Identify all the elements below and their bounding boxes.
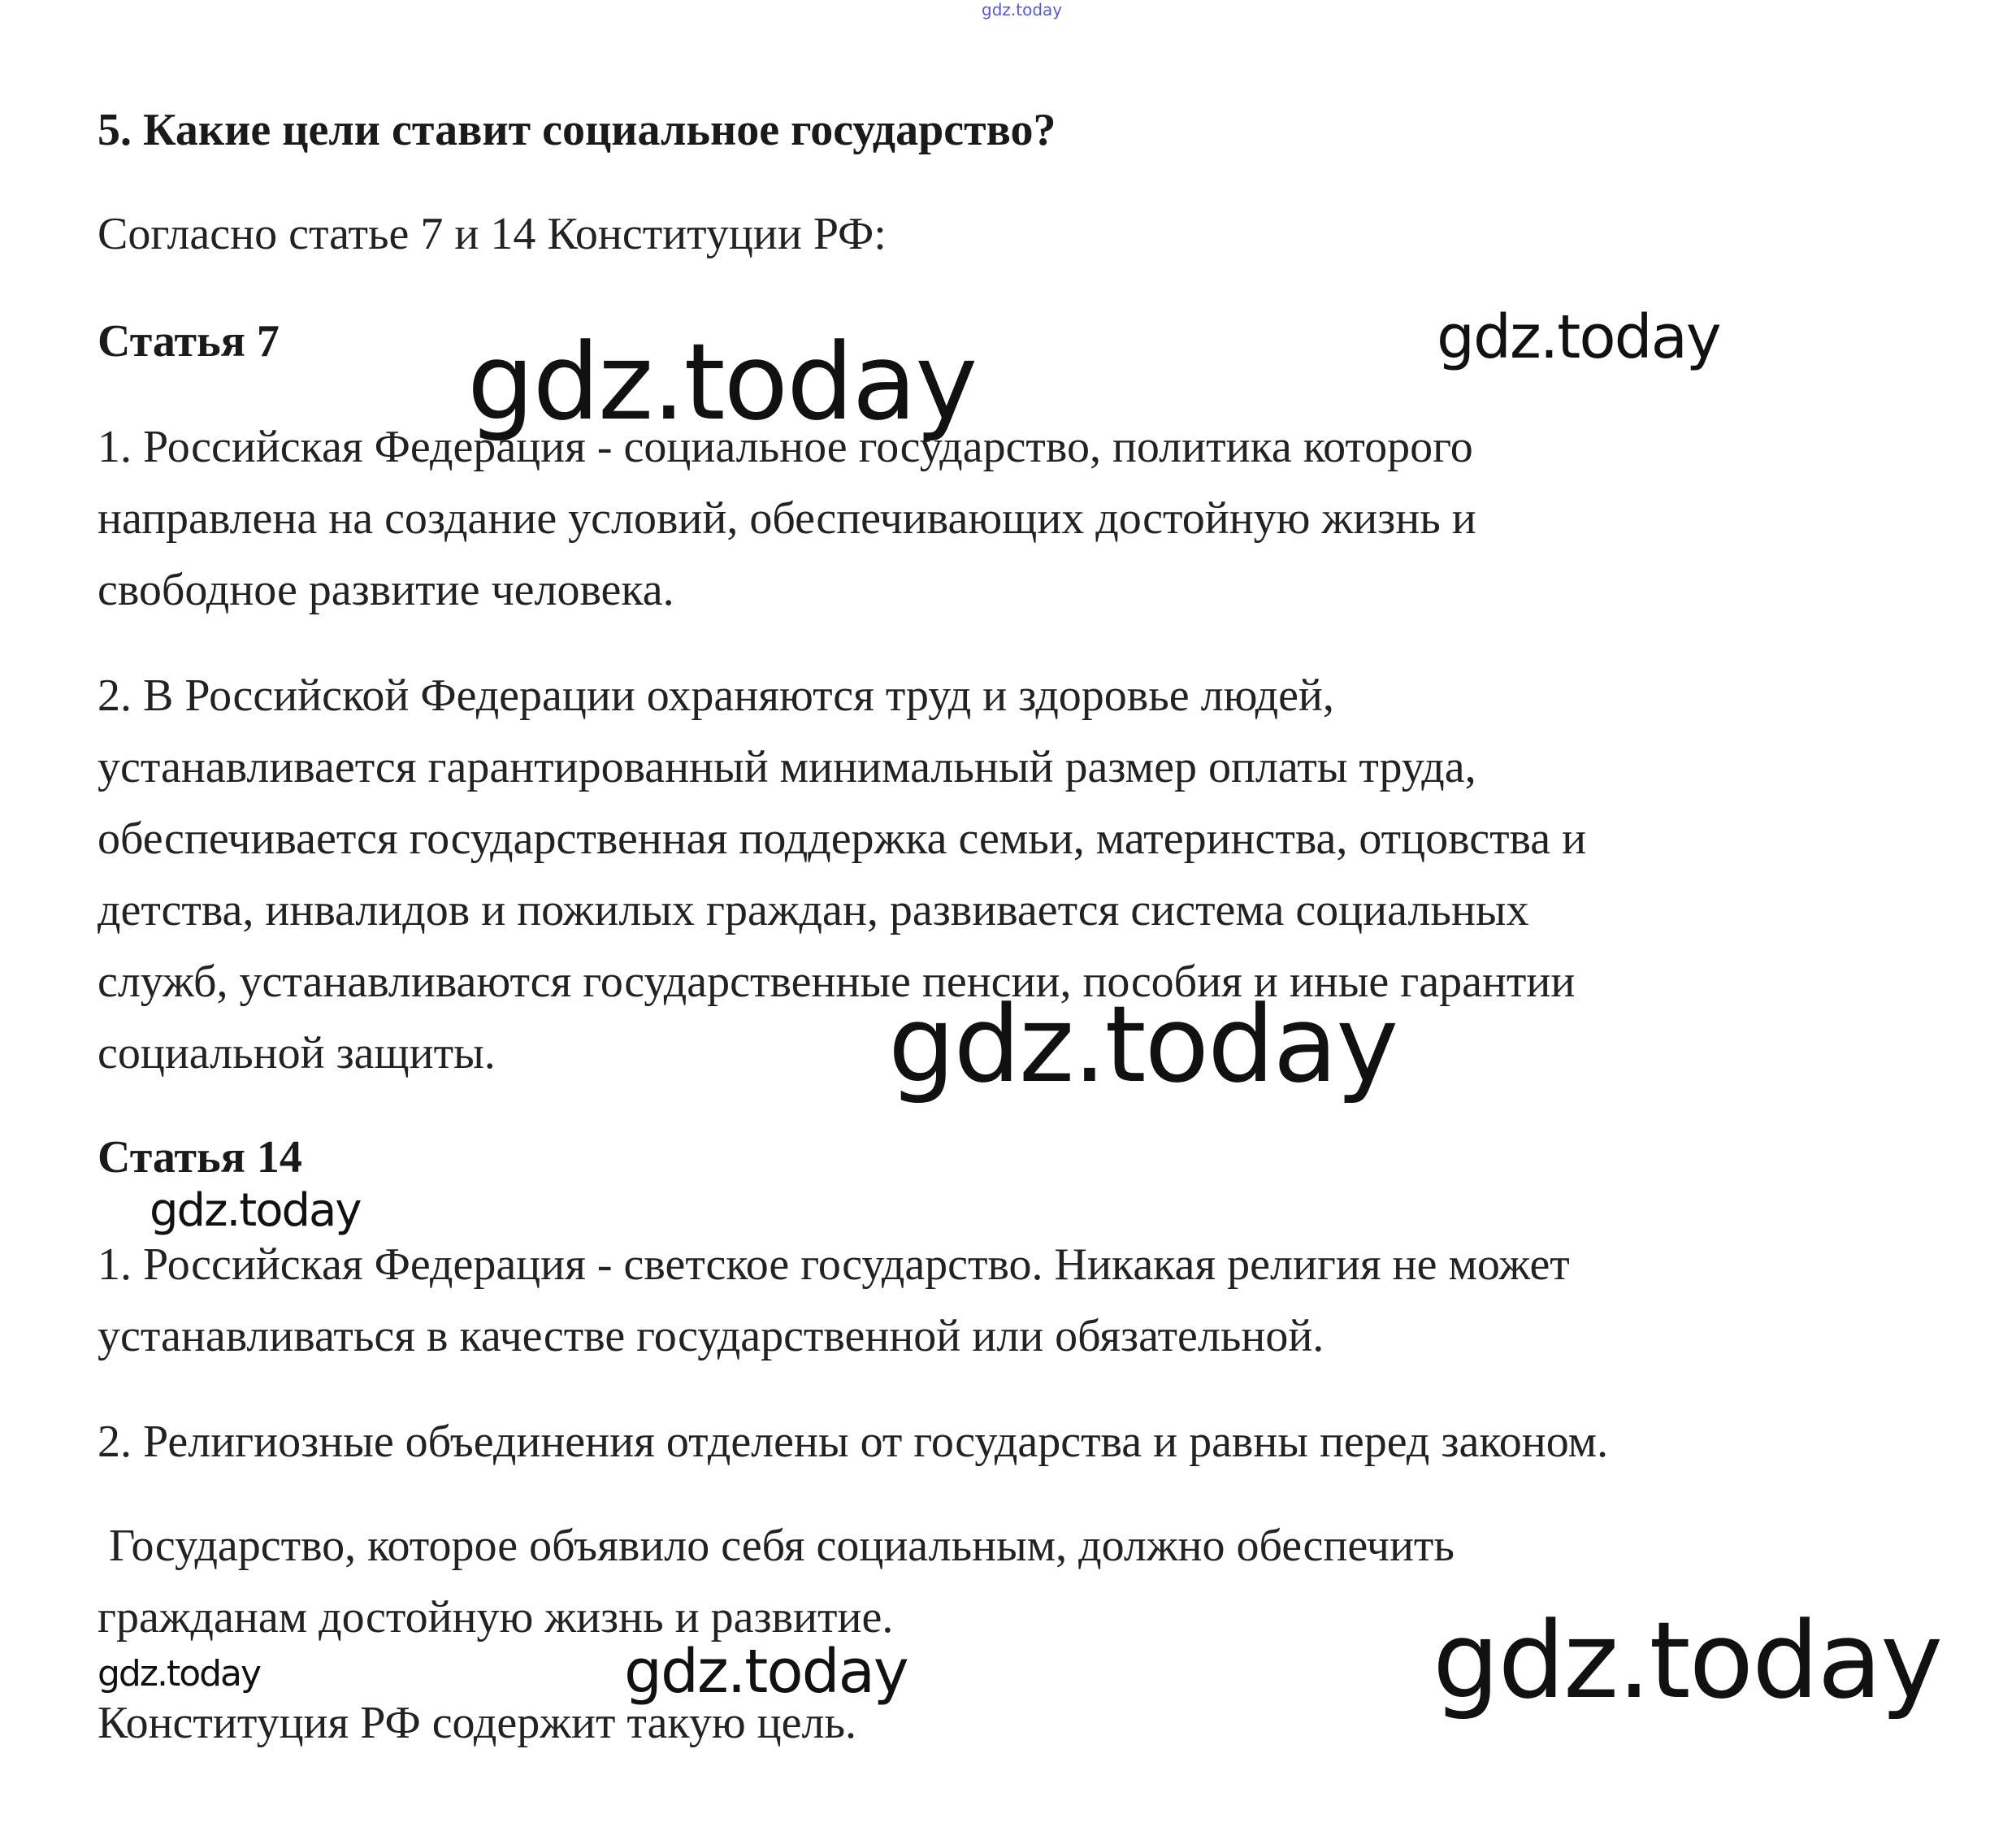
text-line: социальной защиты. [98, 1028, 496, 1078]
watermark-medium-1: gdz.today [1437, 302, 1720, 372]
watermark-small-1: gdz.today [150, 1184, 361, 1237]
article-7-heading: Статья 7 [98, 316, 280, 367]
text-line: устанавливается гарантированный минимальный размер оплаты труда, [98, 742, 1476, 792]
watermark-medium-2: gdz.today [624, 1637, 908, 1707]
intro-text: Согласно статье 7 и 14 Конституции РФ: [98, 209, 887, 259]
watermark-small-2: gdz.today [98, 1653, 261, 1695]
text-line: 1. Российская Федерация - светское государство. Никакая религия не может [98, 1239, 1570, 1290]
text-line: детства, инвалидов и пожилых граждан, развивается система социальных [98, 885, 1529, 935]
text-line: обеспечивается государственная поддержка семьи, материнства, отцовства и [98, 814, 1587, 864]
text-line: направлена на создание условий, обеспечивающих достойную жизнь и [98, 493, 1476, 544]
text-line: свободное развитие человека. [98, 565, 674, 615]
question-title: 5. Какие цели ставит социальное государство? [98, 105, 1056, 155]
article-14-paragraph-2: 2. Религиозные объединения отделены от государства и равны перед законом. [98, 1417, 1609, 1467]
watermark-top: gdz.today [982, 0, 1063, 20]
watermark-large-2: gdz.today [888, 983, 1398, 1106]
watermark-large-3: gdz.today [1433, 1599, 1942, 1722]
article-14-heading: Статья 14 [98, 1132, 302, 1183]
final-statement: Конституция РФ содержит такую цель. [98, 1698, 856, 1748]
text-line: 1. Российская Федерация - социальное государство, политика которого [98, 422, 1473, 472]
watermark-large-1: gdz.today [467, 320, 977, 444]
text-line: 2. В Российской Федерации охраняются труд и здоровье людей, [98, 670, 1334, 721]
text-line: гражданам достойную жизнь и развитие. [98, 1592, 894, 1643]
text-line: Государство, которое объявило себя социальным, должно обеспечить [98, 1521, 1455, 1571]
text-line: устанавливаться в качестве государственной или обязательной. [98, 1311, 1324, 1361]
text-line: служб, устанавливаются государственные пенсии, пособия и иные гарантии [98, 957, 1576, 1007]
